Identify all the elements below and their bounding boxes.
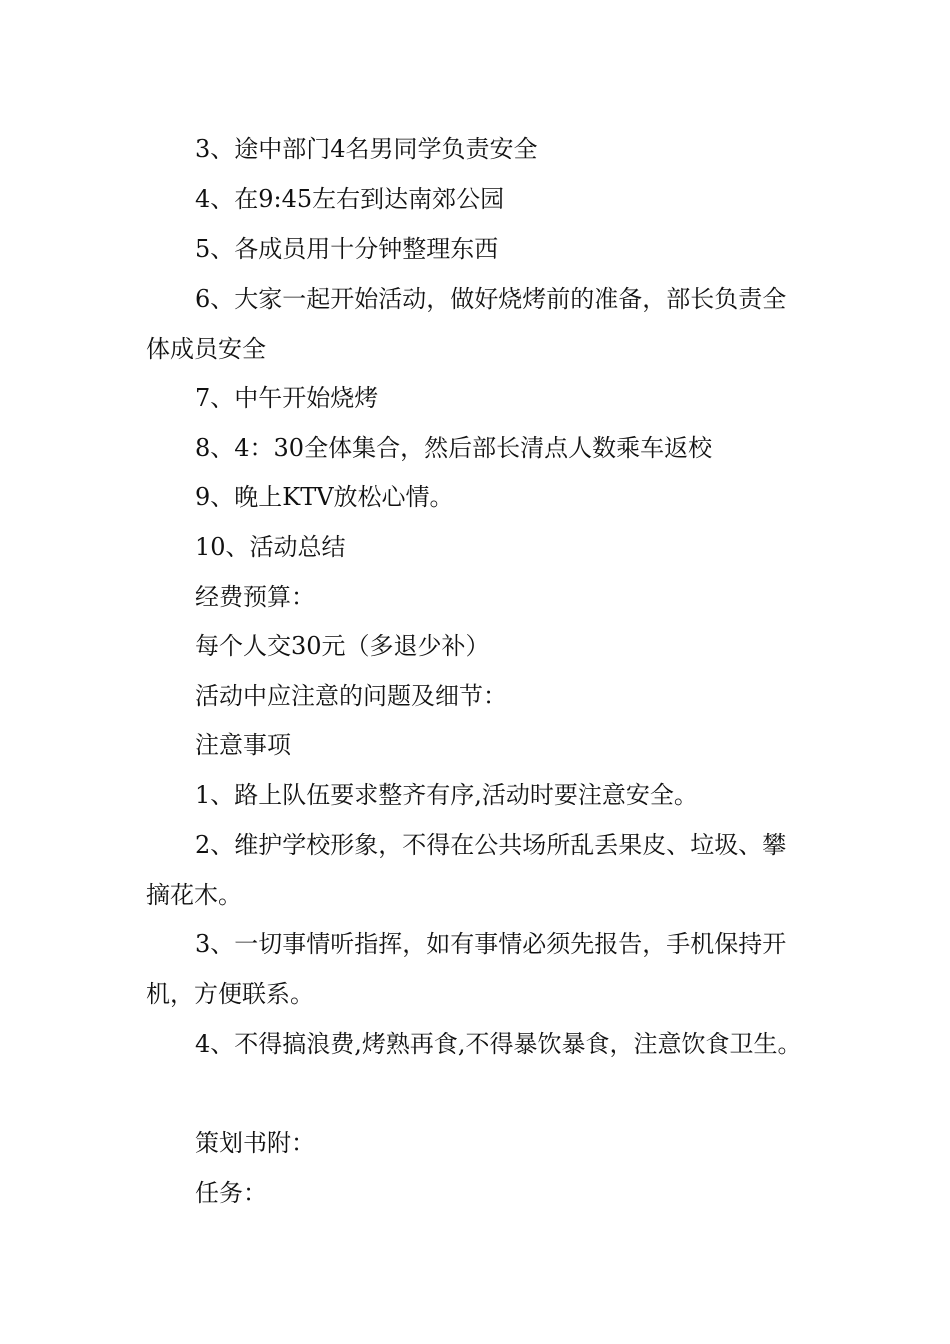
paragraph: 活动中应注意的问题及细节： xyxy=(195,682,507,710)
paragraph: 5、各成员用十分钟整理东西 xyxy=(195,235,499,263)
paragraph: 每个人交30元（多退少补） xyxy=(195,632,490,660)
paragraph: 3、一切事情听指挥，如有事情必须先报告，手机保持开机，方便联系。 xyxy=(146,930,787,1008)
paragraph: 经费预算： xyxy=(195,583,315,611)
paragraph: 8、4：30全体集合，然后部长清点人数乘车返校 xyxy=(195,434,713,462)
paragraph: 任务： xyxy=(195,1179,267,1207)
paragraph: 9、晚上KTV放松心情。 xyxy=(195,483,454,511)
paragraph: 策划书附： xyxy=(195,1129,315,1157)
paragraph: 3、途中部门4名男同学负责安全 xyxy=(195,135,538,163)
paragraph: 7、中午开始烧烤 xyxy=(195,384,379,412)
paragraph: 10、活动总结 xyxy=(195,533,346,561)
paragraph: 6、大家一起开始活动，做好烧烤前的准备，部长负责全体成员安全 xyxy=(146,285,787,363)
paragraph: 2、维护学校形象，不得在公共场所乱丢果皮、垃圾、攀摘花木。 xyxy=(146,831,787,909)
paragraph: 注意事项 xyxy=(195,731,291,759)
paragraph: 4、不得搞浪费,烤熟再食,不得暴饮暴食，注意饮食卫生。 xyxy=(195,1030,802,1058)
paragraph: 1、路上队伍要求整齐有序,活动时要注意安全。 xyxy=(195,781,698,809)
paragraph: 4、在9:45左右到达南郊公园 xyxy=(195,185,505,213)
